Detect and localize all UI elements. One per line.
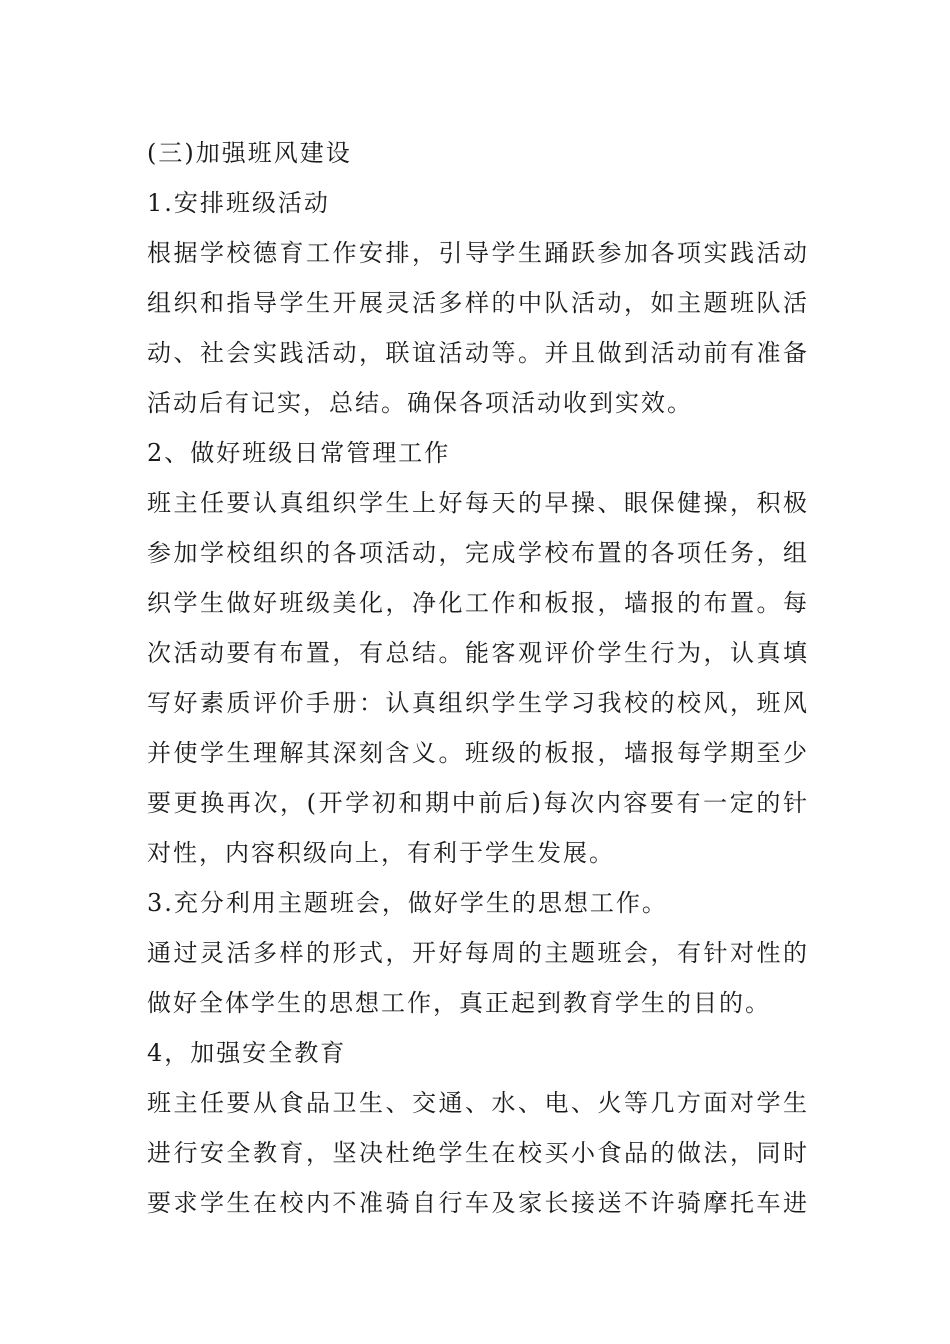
paragraph-line: 并使学生理解其深刻含义。班级的板报，墙报每学期至少 [147,739,807,767]
paragraph-line: 次活动要有布置，有总结。能客观评价学生行为，认真填 [147,639,807,667]
subsection-heading: 3.充分利用主题班会，做好学生的思想工作。 [147,889,668,917]
document-body [147,128,807,1228]
subsection-heading: 1.安排班级活动 [147,189,330,217]
paragraph-line: 对性，内容积级向上，有利于学生发展。 [147,839,615,867]
paragraph-line: 参加学校组织的各项活动，完成学校布置的各项任务，组 [147,539,807,567]
paragraph-line: 织学生做好班级美化，净化工作和板报，墙报的布置。每 [147,589,807,617]
subsection-heading: 2、做好班级日常管理工作 [147,439,451,467]
paragraph-line: 班主任要认真组织学生上好每天的早操、眼保健操，积极 [147,489,807,517]
paragraph-line: 通过灵活多样的形式，开好每周的主题班会，有针对性的 [147,939,807,967]
paragraph-line: 做好全体学生的思想工作，真正起到教育学生的目的。 [147,989,771,1017]
section-heading: (三)加强班风建设 [147,139,352,167]
paragraph-line: 写好素质评价手册：认真组织学生学习我校的校风，班风 [147,689,807,717]
paragraph-line: 进行安全教育，坚决杜绝学生在校买小食品的做法，同时 [147,1139,807,1167]
subsection-heading: 4，加强安全教育 [147,1039,347,1067]
paragraph-line: 动、社会实践活动，联谊活动等。并且做到活动前有准备 [147,339,807,367]
paragraph-line: 要更换再次，(开学初和期中前后)每次内容要有一定的针 [147,789,807,817]
paragraph-line: 活动后有记实，总结。确保各项活动收到实效。 [147,389,693,417]
paragraph-line: 组织和指导学生开展灵活多样的中队活动，如主题班队活 [147,289,807,317]
paragraph-line: 根据学校德育工作安排，引导学生踊跃参加各项实践活动 [147,239,807,267]
paragraph-line: 班主任要从食品卫生、交通、水、电、火等几方面对学生 [147,1089,807,1117]
paragraph-line: 要求学生在校内不准骑自行车及家长接送不许骑摩托车进 [147,1189,807,1217]
